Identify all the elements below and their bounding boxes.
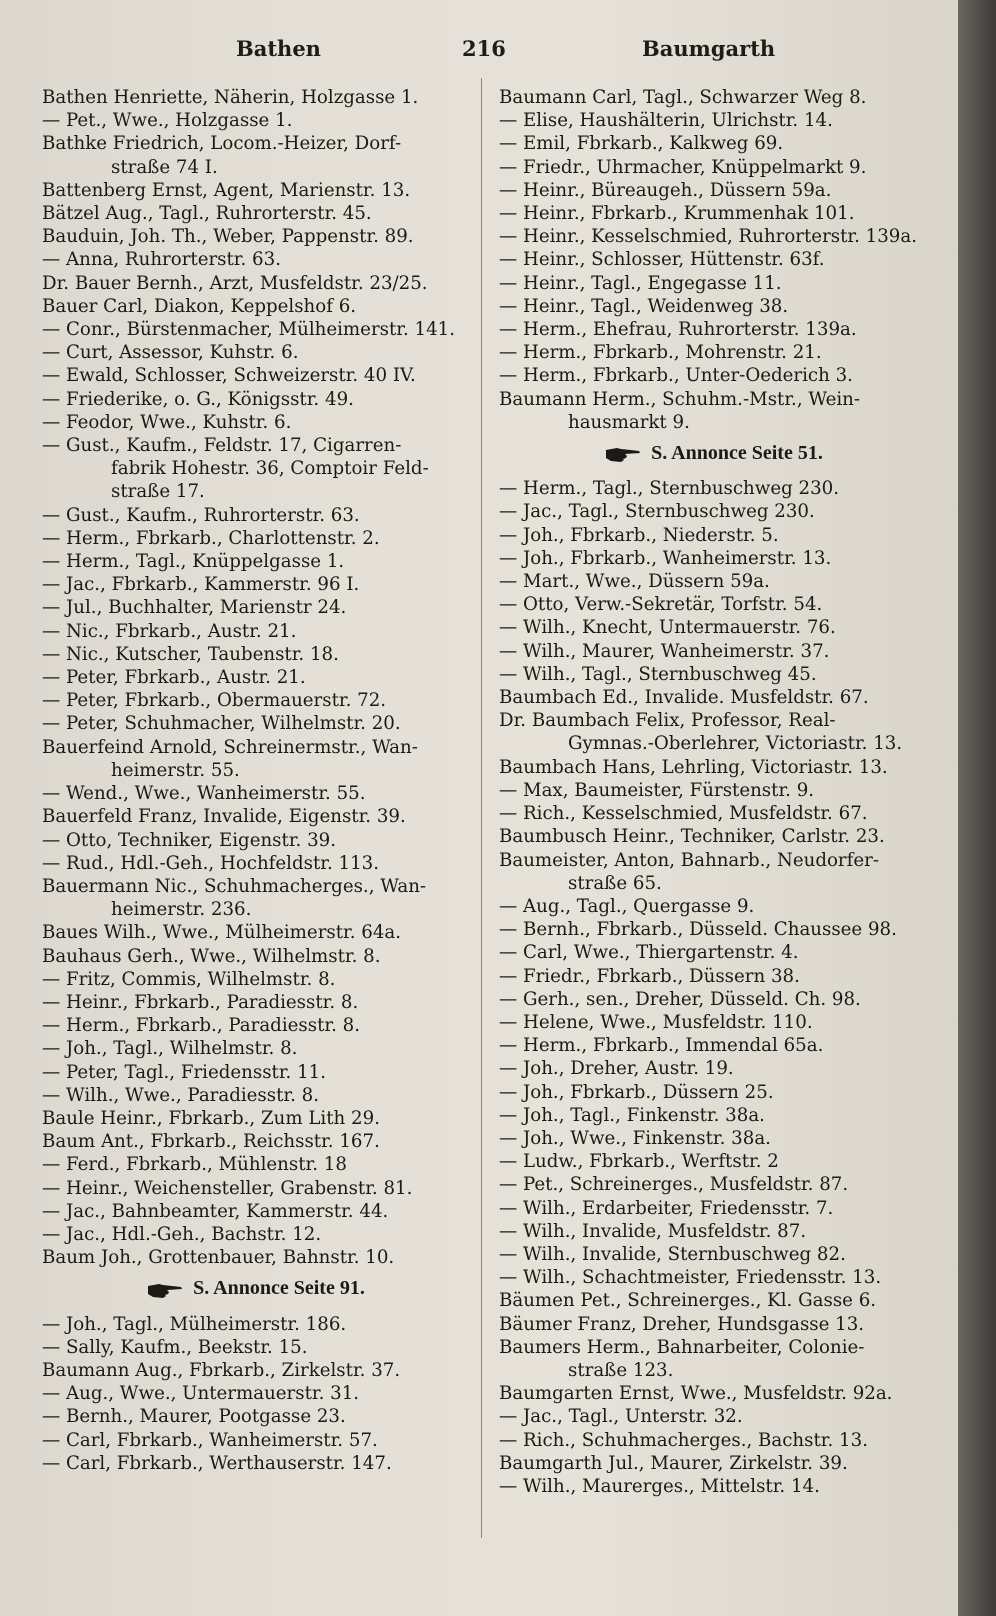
directory-entry: Bauhaus Gerh., Wwe., Wilhelmstr. 8. xyxy=(42,945,381,967)
directory-entry: — Curt, Assessor, Kuhstr. 6. xyxy=(42,342,299,364)
directory-entry-continuation: fabrik Hohestr. 36, Comptoir Feld- xyxy=(111,458,429,480)
directory-entry: — Gerh., sen., Dreher, Düsseld. Ch. 98. xyxy=(499,988,861,1010)
directory-entry: — Gust., Kaufm., Feldstr. 17, Cigarren- xyxy=(42,435,402,457)
directory-entry: — Joh., Tagl., Finkenstr. 38a. xyxy=(499,1104,765,1126)
directory-entry: — Ludw., Fbrkarb., Werftstr. 2 xyxy=(499,1151,779,1173)
directory-entry: — Heinr., Schlosser, Hüttenstr. 63f. xyxy=(499,249,825,271)
directory-entry: — Peter, Fbrkarb., Obermauerstr. 72. xyxy=(42,690,387,712)
directory-entry: — Ferd., Fbrkarb., Mühlenstr. 18 xyxy=(42,1154,347,1176)
directory-entry: — Gust., Kaufm., Ruhrorterstr. 63. xyxy=(42,504,360,526)
directory-entry: — Wilh., Knecht, Untermauerstr. 76. xyxy=(499,617,836,639)
directory-entry: — Wilh., Maurer, Wanheimerstr. 37. xyxy=(499,640,830,662)
directory-entry: — Jac., Bahnbeamter, Kammerstr. 44. xyxy=(42,1200,389,1222)
directory-entry: — Peter, Schuhmacher, Wilhelmstr. 20. xyxy=(42,713,401,735)
directory-entry: Baum Ant., Fbrkarb., Reichsstr. 167. xyxy=(42,1131,380,1153)
directory-entry: — Rud., Hdl.-Geh., Hochfeldstr. 113. xyxy=(42,852,380,874)
directory-entry: — Wilh., Schachtmeister, Friedensstr. 13. xyxy=(499,1267,882,1289)
directory-entry: — Peter, Tagl., Friedensstr. 11. xyxy=(42,1061,327,1083)
pointing-hand-icon xyxy=(147,1281,183,1299)
directory-entry: — Otto, Verw.-Sekretär, Torfstr. 54. xyxy=(499,594,823,616)
directory-entry: — Bernh., Fbrkarb., Düsseld. Chaussee 98. xyxy=(499,919,897,941)
annonce-reference xyxy=(42,1277,470,1300)
directory-entry: — Max, Baumeister, Fürstenstr. 9. xyxy=(499,779,815,801)
directory-entry: — Herm., Fbrkarb., Mohrenstr. 21. xyxy=(499,342,822,364)
directory-entry: — Mart., Wwe., Düssern 59a. xyxy=(499,571,770,593)
directory-entry-continuation: Gymnas.-Oberlehrer, Victoriastr. 13. xyxy=(568,733,903,755)
directory-entry: — Joh., Fbrkarb., Düssern 25. xyxy=(499,1081,774,1103)
directory-entry: Bauer Carl, Diakon, Keppelshof 6. xyxy=(42,295,357,317)
directory-entry: — Jac., Fbrkarb., Kammerstr. 96 I. xyxy=(42,574,360,596)
directory-entry: — Conr., Bürstenmacher, Mülheimerstr. 141. xyxy=(42,319,456,341)
directory-entry: — Ewald, Schlosser, Schweizerstr. 40 IV. xyxy=(42,365,416,387)
directory-entry: Baum Joh., Grottenbauer, Bahnstr. 10. xyxy=(42,1247,395,1269)
directory-entry: — Heinr., Fbrkarb., Paradiesstr. 8. xyxy=(42,991,359,1013)
directory-entry: — Wilh., Invalide, Sternbuschweg 82. xyxy=(499,1243,846,1265)
pointing-hand-icon xyxy=(605,445,641,463)
directory-entry: Baumann Carl, Tagl., Schwarzer Weg 8. xyxy=(499,87,867,108)
directory-entry: — Wilh., Wwe., Paradiesstr. 8. xyxy=(42,1084,320,1106)
directory-entry-continuation: heimerstr. 55. xyxy=(111,759,240,781)
directory-entry: — Wilh., Erdarbeiter, Friedensstr. 7. xyxy=(499,1197,834,1219)
directory-entry-continuation: straße 65. xyxy=(568,872,662,894)
directory-entry: — Elise, Haushälterin, Ulrichstr. 14. xyxy=(499,110,833,132)
directory-entry: Bauerfeld Franz, Invalide, Eigenstr. 39. xyxy=(42,806,406,828)
directory-entry: — Joh., Tagl., Wilhelmstr. 8. xyxy=(42,1038,298,1060)
directory-entry: — Anna, Ruhrorterstr. 63. xyxy=(42,249,281,271)
directory-entry: — Rich., Schuhmacherges., Bachstr. 13. xyxy=(499,1429,868,1451)
header-left-keyword: Bathen xyxy=(236,36,321,61)
directory-entry: — Wend., Wwe., Wanheimerstr. 55. xyxy=(42,783,366,805)
header-right-keyword: Baumgarth xyxy=(642,36,776,61)
directory-entry: — Wilh., Tagl., Sternbuschweg 45. xyxy=(499,663,817,685)
directory-entry: Baumbach Ed., Invalide. Musfeldstr. 67. xyxy=(499,687,869,709)
directory-entry: Baumann Herm., Schuhm.-Mstr., Wein- xyxy=(499,388,861,410)
directory-entry: Bauduin, Joh. Th., Weber, Pappenstr. 89. xyxy=(42,226,414,248)
directory-entry: — Jac., Hdl.-Geh., Bachstr. 12. xyxy=(42,1223,322,1245)
annonce-text: S. Annonce Seite 91. xyxy=(193,1277,365,1300)
directory-entry: — Aug., Tagl., Quergasse 9. xyxy=(499,895,755,917)
directory-entry: — Joh., Wwe., Finkenstr. 38a. xyxy=(499,1127,771,1149)
directory-entry: Baumann Aug., Fbrkarb., Zirkelstr. 37. xyxy=(42,1359,401,1381)
page-number: 216 xyxy=(462,36,506,61)
directory-entry: — Heinr., Weichensteller, Grabenstr. 81. xyxy=(42,1177,413,1199)
directory-entry: — Herm., Fbrkarb., Unter-Oederich 3. xyxy=(499,365,853,387)
directory-entry: — Carl, Fbrkarb., Werthauserstr. 147. xyxy=(42,1452,392,1474)
directory-entry: Baumbach Hans, Lehrling, Victoriastr. 13. xyxy=(499,756,888,778)
directory-entry: — Heinr., Tagl., Weidenweg 38. xyxy=(499,295,789,317)
directory-entry: — Sally, Kaufm., Beekstr. 15. xyxy=(42,1336,308,1358)
directory-entry: — Carl, Wwe., Thiergartenstr. 4. xyxy=(499,942,799,964)
directory-entry-continuation: straße 74 I. xyxy=(111,156,218,178)
directory-entry: — Herm., Fbrkarb., Immendal 65a. xyxy=(499,1035,824,1057)
directory-entry-continuation: hausmarkt 9. xyxy=(568,411,690,433)
directory-entry: — Joh., Fbrkarb., Wanheimerstr. 13. xyxy=(499,547,832,569)
directory-entry: — Pet., Schreinerges., Musfeldstr. 87. xyxy=(499,1174,849,1196)
directory-entry: Baumeister, Anton, Bahnarb., Neudorfer- xyxy=(499,849,879,871)
directory-entry: — Pet., Wwe., Holzgasse 1. xyxy=(42,110,293,132)
directory-entry: Baumgarten Ernst, Wwe., Musfeldstr. 92a. xyxy=(499,1383,893,1405)
directory-entry: Baumers Herm., Bahnarbeiter, Colonie- xyxy=(499,1336,865,1358)
directory-entry: Dr. Baumbach Felix, Professor, Real- xyxy=(499,710,836,732)
directory-entry: — Friederike, o. G., Königsstr. 49. xyxy=(42,388,354,410)
directory-entry: Bathen Henriette, Näherin, Holzgasse 1. xyxy=(42,87,419,108)
directory-entry: — Fritz, Commis, Wilhelmstr. 8. xyxy=(42,968,336,990)
directory-entry: — Herm., Tagl., Knüppelgasse 1. xyxy=(42,551,345,573)
directory-entry: — Jul., Buchhalter, Marienstr 24. xyxy=(42,597,347,619)
directory-entry: — Rich., Kesselschmied, Musfeldstr. 67. xyxy=(499,803,868,825)
page-edge xyxy=(958,0,996,1616)
directory-entry: — Aug., Wwe., Untermauerstr. 31. xyxy=(42,1383,360,1405)
directory-entry: — Wilh., Invalide, Musfeldstr. 87. xyxy=(499,1220,807,1242)
directory-entry: — Peter, Fbrkarb., Austr. 21. xyxy=(42,667,306,689)
directory-entry-continuation: straße 17. xyxy=(111,481,205,503)
directory-entry-continuation: heimerstr. 236. xyxy=(111,899,252,921)
left-column xyxy=(42,86,470,1475)
directory-entry: — Heinr., Tagl., Engegasse 11. xyxy=(499,272,782,294)
directory-entry: Bätzel Aug., Tagl., Ruhrorterstr. 45. xyxy=(42,203,372,225)
annonce-reference xyxy=(499,442,929,465)
directory-entry: — Helene, Wwe., Musfeldstr. 110. xyxy=(499,1011,813,1033)
directory-entry: — Feodor, Wwe., Kuhstr. 6. xyxy=(42,411,292,433)
directory-entry: Bathke Friedrich, Locom.-Heizer, Dorf- xyxy=(42,133,402,155)
directory-entry: Bauermann Nic., Schuhmacherges., Wan- xyxy=(42,875,427,897)
directory-entry: — Joh., Tagl., Mülheimerstr. 186. xyxy=(42,1313,347,1335)
directory-entry: — Friedr., Fbrkarb., Düssern 38. xyxy=(499,965,800,987)
directory-entry: — Bernh., Maurer, Pootgasse 23. xyxy=(42,1406,346,1428)
directory-entry: — Emil, Fbrkarb., Kalkweg 69. xyxy=(499,133,784,155)
directory-entry: Bauerfeind Arnold, Schreinermstr., Wan- xyxy=(42,736,418,758)
directory-entry: Baues Wilh., Wwe., Mülheimerstr. 64a. xyxy=(42,922,402,944)
directory-entry: — Heinr., Büreaugeh., Düssern 59a. xyxy=(499,179,832,201)
directory-entry: — Heinr., Fbrkarb., Krummenhak 101. xyxy=(499,203,855,225)
directory-entry: — Herm., Fbrkarb., Charlottenstr. 2. xyxy=(42,527,380,549)
directory-entry: — Jac., Tagl., Sternbuschweg 230. xyxy=(499,501,815,523)
annonce-text: S. Annonce Seite 51. xyxy=(651,442,823,465)
directory-entry: Battenberg Ernst, Agent, Marienstr. 13. xyxy=(42,179,411,201)
directory-entry: — Joh., Fbrkarb., Niederstr. 5. xyxy=(499,524,779,546)
directory-entry: — Herm., Ehefrau, Ruhrorterstr. 139a. xyxy=(499,319,857,341)
directory-entry: — Heinr., Kesselschmied, Ruhrorterstr. 139a. xyxy=(499,226,917,248)
directory-entry: Dr. Bauer Bernh., Arzt, Musfeldstr. 23/25. xyxy=(42,272,428,294)
directory-entry: — Wilh., Maurerges., Mittelstr. 14. xyxy=(499,1475,820,1497)
directory-entry: Baule Heinr., Fbrkarb., Zum Lith 29. xyxy=(42,1107,380,1129)
directory-entry: Baumgarth Jul., Maurer, Zirkelstr. 39. xyxy=(499,1452,848,1474)
directory-entry: Baumbusch Heinr., Techniker, Carlstr. 23. xyxy=(499,826,885,848)
directory-entry-continuation: straße 123. xyxy=(568,1359,674,1381)
directory-entry: — Joh., Dreher, Austr. 19. xyxy=(499,1058,734,1080)
column-divider xyxy=(481,78,482,1538)
directory-entry: — Jac., Tagl., Unterstr. 32. xyxy=(499,1406,743,1428)
directory-entry: — Carl, Fbrkarb., Wanheimerstr. 57. xyxy=(42,1429,378,1451)
directory-entry: Bäumer Franz, Dreher, Hundsgasse 13. xyxy=(499,1313,865,1335)
directory-entry: — Nic., Fbrkarb., Austr. 21. xyxy=(42,620,297,642)
directory-entry: — Herm., Fbrkarb., Paradiesstr. 8. xyxy=(42,1015,360,1037)
right-column xyxy=(499,86,929,1498)
directory-entry: — Otto, Techniker, Eigenstr. 39. xyxy=(42,829,336,851)
directory-entry: Bäumen Pet., Schreinerges., Kl. Gasse 6. xyxy=(499,1290,877,1312)
directory-entry: — Friedr., Uhrmacher, Knüppelmarkt 9. xyxy=(499,156,867,178)
directory-entry: — Nic., Kutscher, Taubenstr. 18. xyxy=(42,643,339,665)
directory-entry: — Herm., Tagl., Sternbuschweg 230. xyxy=(499,478,840,500)
